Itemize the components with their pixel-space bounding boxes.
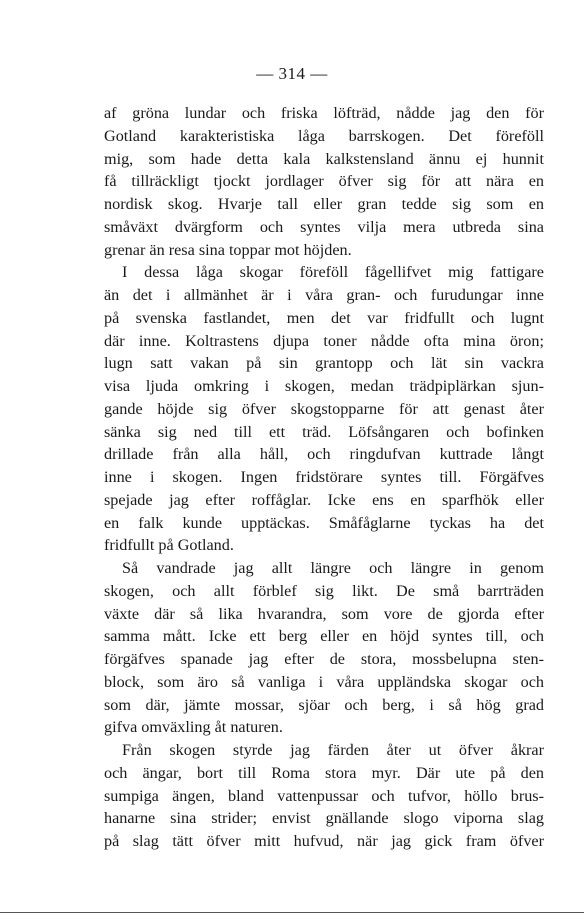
page-bottom-edge bbox=[0, 912, 584, 913]
text-line: sänka sig ned till ett träd. Löfsångaren och bofinken bbox=[104, 422, 544, 441]
text-line: en falk kunde upptäckas. Småfåglarne tyckas ha det bbox=[104, 513, 544, 532]
text-line: nordisk skog. Hvarje tall eller gran tedde sig som en bbox=[104, 195, 544, 213]
text-line: där inne. Koltrastens djupa toner nådde ofta mina öron; bbox=[104, 331, 544, 350]
text-line: än det i allmänhet är i våra gran- och furudungar inne bbox=[104, 286, 544, 304]
text-line: och ängar, bort till Roma stora myr. Där ute på den bbox=[104, 763, 544, 782]
text-line: få tillräckligt tjockt jordlager öfver sig för att nära en bbox=[104, 172, 544, 191]
body-text bbox=[104, 102, 544, 853]
text-line: Från skogen styrde jag färden åter ut öfver åkrar bbox=[122, 741, 544, 759]
text-line: mig, som hade detta kala kalkstensland ännu ej hunnit bbox=[104, 149, 544, 168]
text-line: småväxt dvärgform och syntes vilja mera utbreda sina bbox=[104, 217, 544, 236]
text-line: på slag tätt öfver mitt hufvud, när jag gick fram öfver bbox=[104, 832, 544, 850]
text-line: visa ljuda omkring i skogen, medan trädpiplärkan sjun- bbox=[104, 377, 544, 395]
text-line: I dessa låga skogar föreföll fågellifvet mig fattigare bbox=[122, 263, 544, 282]
text-line: lugn satt vakan på sin grantopp och lät sin vackra bbox=[104, 354, 544, 373]
text-line: Så vandrade jag allt längre och längre in genom bbox=[122, 559, 544, 577]
text-line: på svenska fastlandet, men det var fridfullt och lugnt bbox=[104, 308, 544, 327]
page-number: — 314 — bbox=[256, 64, 328, 83]
text-line: drillade från alla håll, och ringdufvan kuttrade långt bbox=[104, 445, 544, 464]
text-line: som där, jämte mossar, sjöar och berg, i så hög grad bbox=[104, 695, 544, 714]
text-line: fridfullt på Gotland. bbox=[104, 536, 234, 555]
text-line: samma mått. Icke ett berg eller en höjd syntes till, och bbox=[104, 627, 544, 646]
text-line: sumpiga ängen, bland vattenpussar och tufvor, höllo brus- bbox=[104, 786, 544, 805]
text-line: Gotland karakteristiska låga barrskogen. Det föreföll bbox=[104, 126, 544, 145]
text-line: förgäfves spanade jag efter de stora, mossbelupna sten- bbox=[104, 650, 544, 668]
text-line: gande höjde sig öfver skogstopparne för att genast åter bbox=[104, 399, 544, 418]
text-line: spejade jag efter roffåglar. Icke ens en sparfhök eller bbox=[104, 490, 544, 509]
text-line: hanarne sina strider; envist gnällande slogo viporna slag bbox=[104, 809, 544, 828]
text-line: af gröna lundar och friska löfträd, nådde jag den för bbox=[104, 104, 544, 122]
text-line: grenar än resa sina toppar mot höjden. bbox=[104, 240, 352, 259]
text-line: skogen, och allt förblef sig likt. De små barrträden bbox=[104, 581, 544, 600]
text-line: växte där så lika hvarandra, som vore de gjorda efter bbox=[104, 604, 544, 623]
text-line: block, som äro så vanliga i våra uppländska skogar och bbox=[104, 672, 544, 691]
text-line: gifva omväxling åt naturen. bbox=[104, 718, 283, 737]
text-line: inne i skogen. Ingen fridstörare syntes till. Förgäfves bbox=[104, 468, 544, 486]
